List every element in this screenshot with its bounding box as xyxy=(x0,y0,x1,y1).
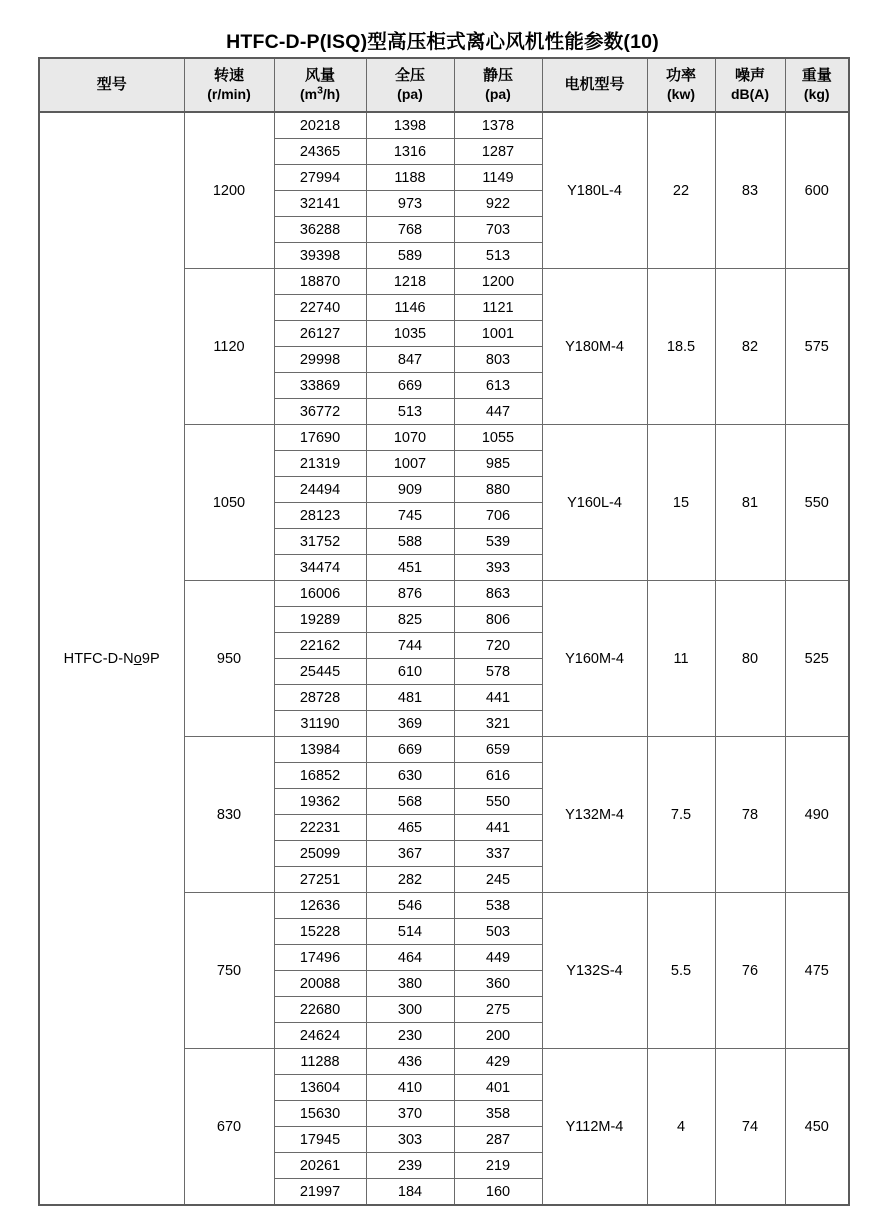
noise-cell: 82 xyxy=(715,269,785,425)
flow-cell: 32141 xyxy=(274,191,366,217)
weight-cell: 550 xyxy=(785,425,849,581)
static-pressure-cell: 1378 xyxy=(454,112,542,139)
total-pressure-cell: 436 xyxy=(366,1049,454,1075)
noise-cell: 80 xyxy=(715,581,785,737)
power-cell: 5.5 xyxy=(647,893,715,1049)
static-pressure-cell: 200 xyxy=(454,1023,542,1049)
flow-cell: 19289 xyxy=(274,607,366,633)
flow-cell: 25445 xyxy=(274,659,366,685)
column-header-2 xyxy=(274,58,366,112)
total-pressure-cell: 451 xyxy=(366,555,454,581)
column-header-1 xyxy=(184,58,274,112)
total-pressure-cell: 669 xyxy=(366,373,454,399)
total-pressure-cell: 1218 xyxy=(366,269,454,295)
total-pressure-cell: 1070 xyxy=(366,425,454,451)
total-pressure-cell: 610 xyxy=(366,659,454,685)
flow-cell: 13604 xyxy=(274,1075,366,1101)
flow-cell: 20088 xyxy=(274,971,366,997)
flow-cell: 31190 xyxy=(274,711,366,737)
power-cell: 4 xyxy=(647,1049,715,1206)
power-cell: 11 xyxy=(647,581,715,737)
flow-cell: 12636 xyxy=(274,893,366,919)
column-header-7 xyxy=(715,58,785,112)
total-pressure-cell: 410 xyxy=(366,1075,454,1101)
total-pressure-cell: 465 xyxy=(366,815,454,841)
total-pressure-cell: 745 xyxy=(366,503,454,529)
total-pressure-cell: 1316 xyxy=(366,139,454,165)
noise-cell: 76 xyxy=(715,893,785,1049)
static-pressure-cell: 449 xyxy=(454,945,542,971)
total-pressure-cell: 847 xyxy=(366,347,454,373)
static-pressure-cell: 1055 xyxy=(454,425,542,451)
flow-cell: 27251 xyxy=(274,867,366,893)
flow-cell: 21319 xyxy=(274,451,366,477)
column-header-4 xyxy=(454,58,542,112)
flow-cell: 36772 xyxy=(274,399,366,425)
column-header-0 xyxy=(39,58,184,112)
static-pressure-cell: 429 xyxy=(454,1049,542,1075)
flow-cell: 26127 xyxy=(274,321,366,347)
total-pressure-cell: 909 xyxy=(366,477,454,503)
flow-cell: 20261 xyxy=(274,1153,366,1179)
static-pressure-cell: 803 xyxy=(454,347,542,373)
static-pressure-cell: 160 xyxy=(454,1179,542,1206)
flow-cell: 20218 xyxy=(274,112,366,139)
speed-cell: 1120 xyxy=(184,269,274,425)
flow-cell: 28728 xyxy=(274,685,366,711)
static-pressure-cell: 985 xyxy=(454,451,542,477)
static-pressure-cell: 550 xyxy=(454,789,542,815)
table-row xyxy=(39,112,849,139)
power-cell: 15 xyxy=(647,425,715,581)
fan-model-cell xyxy=(39,112,184,1205)
column-header-label: 功率 xyxy=(665,67,696,85)
total-pressure-cell: 1146 xyxy=(366,295,454,321)
static-pressure-cell: 538 xyxy=(454,893,542,919)
column-header-label: 全压 xyxy=(394,67,425,85)
weight-cell: 600 xyxy=(785,112,849,269)
flow-cell: 16006 xyxy=(274,581,366,607)
static-pressure-cell: 1287 xyxy=(454,139,542,165)
total-pressure-cell: 669 xyxy=(366,737,454,763)
weight-cell: 525 xyxy=(785,581,849,737)
column-header-label: 转速 xyxy=(213,67,244,85)
noise-cell: 81 xyxy=(715,425,785,581)
spec-table-container xyxy=(38,57,848,1206)
static-pressure-cell: 360 xyxy=(454,971,542,997)
total-pressure-cell: 546 xyxy=(366,893,454,919)
fan-model-label: HTFC-D-No9P xyxy=(63,650,160,667)
total-pressure-cell: 1398 xyxy=(366,112,454,139)
static-pressure-cell: 539 xyxy=(454,529,542,555)
flow-cell: 19362 xyxy=(274,789,366,815)
weight-cell: 575 xyxy=(785,269,849,425)
motor-model-cell: Y180L-4 xyxy=(542,112,647,269)
total-pressure-cell: 825 xyxy=(366,607,454,633)
flow-cell: 22740 xyxy=(274,295,366,321)
static-pressure-cell: 337 xyxy=(454,841,542,867)
static-pressure-cell: 441 xyxy=(454,685,542,711)
total-pressure-cell: 1188 xyxy=(366,165,454,191)
column-header-label: 重量 xyxy=(801,67,832,85)
total-pressure-cell: 768 xyxy=(366,217,454,243)
motor-model-cell: Y160L-4 xyxy=(542,425,647,581)
static-pressure-cell: 703 xyxy=(454,217,542,243)
page-title: HTFC-D-P(ISQ)型高压柜式离心风机性能参数(10) xyxy=(226,31,659,53)
weight-cell: 450 xyxy=(785,1049,849,1206)
speed-cell: 1200 xyxy=(184,112,274,269)
table-body xyxy=(39,112,849,1205)
static-pressure-cell: 393 xyxy=(454,555,542,581)
total-pressure-cell: 568 xyxy=(366,789,454,815)
flow-cell: 33869 xyxy=(274,373,366,399)
static-pressure-cell: 503 xyxy=(454,919,542,945)
total-pressure-cell: 464 xyxy=(366,945,454,971)
flow-cell: 27994 xyxy=(274,165,366,191)
flow-cell: 24494 xyxy=(274,477,366,503)
total-pressure-cell: 876 xyxy=(366,581,454,607)
static-pressure-cell: 659 xyxy=(454,737,542,763)
flow-cell: 17496 xyxy=(274,945,366,971)
static-pressure-cell: 245 xyxy=(454,867,542,893)
noise-cell: 74 xyxy=(715,1049,785,1206)
total-pressure-cell: 513 xyxy=(366,399,454,425)
power-cell: 7.5 xyxy=(647,737,715,893)
total-pressure-cell: 630 xyxy=(366,763,454,789)
motor-model-cell: Y112M-4 xyxy=(542,1049,647,1206)
static-pressure-cell: 321 xyxy=(454,711,542,737)
total-pressure-cell: 973 xyxy=(366,191,454,217)
flow-cell: 31752 xyxy=(274,529,366,555)
flow-cell: 18870 xyxy=(274,269,366,295)
flow-cell: 28123 xyxy=(274,503,366,529)
flow-cell: 39398 xyxy=(274,243,366,269)
column-header-unit: dB(A) xyxy=(730,85,770,102)
total-pressure-cell: 303 xyxy=(366,1127,454,1153)
static-pressure-cell: 513 xyxy=(454,243,542,269)
static-pressure-cell: 447 xyxy=(454,399,542,425)
total-pressure-cell: 744 xyxy=(366,633,454,659)
motor-model-cell: Y132M-4 xyxy=(542,737,647,893)
flow-cell: 17690 xyxy=(274,425,366,451)
static-pressure-cell: 880 xyxy=(454,477,542,503)
static-pressure-cell: 720 xyxy=(454,633,542,659)
column-header-unit: $(m^3/h)$ xyxy=(299,83,341,102)
static-pressure-cell: 616 xyxy=(454,763,542,789)
flow-cell: 22680 xyxy=(274,997,366,1023)
noise-cell: 83 xyxy=(715,112,785,269)
static-pressure-cell: 863 xyxy=(454,581,542,607)
flow-cell: 29998 xyxy=(274,347,366,373)
speed-cell: 830 xyxy=(184,737,274,893)
weight-cell: 490 xyxy=(785,737,849,893)
speed-cell: 670 xyxy=(184,1049,274,1206)
column-header-unit: (kg) xyxy=(803,85,830,102)
power-cell: 18.5 xyxy=(647,269,715,425)
total-pressure-cell: 1035 xyxy=(366,321,454,347)
column-header-label: 静压 xyxy=(482,67,513,85)
flow-cell: 22162 xyxy=(274,633,366,659)
flow-cell: 21997 xyxy=(274,1179,366,1206)
fan-performance-table xyxy=(38,57,850,1206)
static-pressure-cell: 922 xyxy=(454,191,542,217)
total-pressure-cell: 380 xyxy=(366,971,454,997)
motor-model-cell: Y132S-4 xyxy=(542,893,647,1049)
total-pressure-cell: 370 xyxy=(366,1101,454,1127)
total-pressure-cell: 481 xyxy=(366,685,454,711)
speed-cell: 750 xyxy=(184,893,274,1049)
static-pressure-cell: 1121 xyxy=(454,295,542,321)
header-row xyxy=(39,58,849,112)
flow-cell: 34474 xyxy=(274,555,366,581)
total-pressure-cell: 367 xyxy=(366,841,454,867)
column-header-5 xyxy=(542,58,647,112)
static-pressure-cell: 401 xyxy=(454,1075,542,1101)
column-header-3 xyxy=(366,58,454,112)
flow-cell: 24365 xyxy=(274,139,366,165)
total-pressure-cell: 589 xyxy=(366,243,454,269)
static-pressure-cell: 275 xyxy=(454,997,542,1023)
flow-cell: 22231 xyxy=(274,815,366,841)
static-pressure-cell: 219 xyxy=(454,1153,542,1179)
flow-cell: 15630 xyxy=(274,1101,366,1127)
weight-cell: 475 xyxy=(785,893,849,1049)
total-pressure-cell: 369 xyxy=(366,711,454,737)
noise-cell: 78 xyxy=(715,737,785,893)
flow-cell: 24624 xyxy=(274,1023,366,1049)
table-header xyxy=(39,58,849,112)
flow-cell: 36288 xyxy=(274,217,366,243)
column-header-label: 风量 xyxy=(304,67,335,85)
motor-model-cell: Y180M-4 xyxy=(542,269,647,425)
flow-cell: 17945 xyxy=(274,1127,366,1153)
flow-cell: 13984 xyxy=(274,737,366,763)
total-pressure-cell: 239 xyxy=(366,1153,454,1179)
static-pressure-cell: 441 xyxy=(454,815,542,841)
motor-model-cell: Y160M-4 xyxy=(542,581,647,737)
column-header-unit: (pa) xyxy=(397,85,423,102)
flow-cell: 25099 xyxy=(274,841,366,867)
static-pressure-cell: 1001 xyxy=(454,321,542,347)
speed-cell: 1050 xyxy=(184,425,274,581)
static-pressure-cell: 578 xyxy=(454,659,542,685)
total-pressure-cell: 514 xyxy=(366,919,454,945)
column-header-label: 电机型号 xyxy=(564,76,625,94)
static-pressure-cell: 1200 xyxy=(454,269,542,295)
column-header-label: 型号 xyxy=(96,76,127,94)
total-pressure-cell: 230 xyxy=(366,1023,454,1049)
column-header-8 xyxy=(785,58,849,112)
static-pressure-cell: 613 xyxy=(454,373,542,399)
speed-cell: 950 xyxy=(184,581,274,737)
static-pressure-cell: 806 xyxy=(454,607,542,633)
total-pressure-cell: 282 xyxy=(366,867,454,893)
column-header-unit: (pa) xyxy=(485,85,511,102)
static-pressure-cell: 287 xyxy=(454,1127,542,1153)
static-pressure-cell: 1149 xyxy=(454,165,542,191)
flow-cell: 11288 xyxy=(274,1049,366,1075)
column-header-6 xyxy=(647,58,715,112)
total-pressure-cell: 300 xyxy=(366,997,454,1023)
column-header-label: 噪声 xyxy=(734,67,765,85)
column-header-unit: (kw) xyxy=(667,85,695,102)
flow-cell: 16852 xyxy=(274,763,366,789)
flow-cell: 15228 xyxy=(274,919,366,945)
column-header-unit: (r/min) xyxy=(207,85,251,102)
static-pressure-cell: 706 xyxy=(454,503,542,529)
power-cell: 22 xyxy=(647,112,715,269)
static-pressure-cell: 358 xyxy=(454,1101,542,1127)
total-pressure-cell: 1007 xyxy=(366,451,454,477)
total-pressure-cell: 588 xyxy=(366,529,454,555)
total-pressure-cell: 184 xyxy=(366,1179,454,1206)
